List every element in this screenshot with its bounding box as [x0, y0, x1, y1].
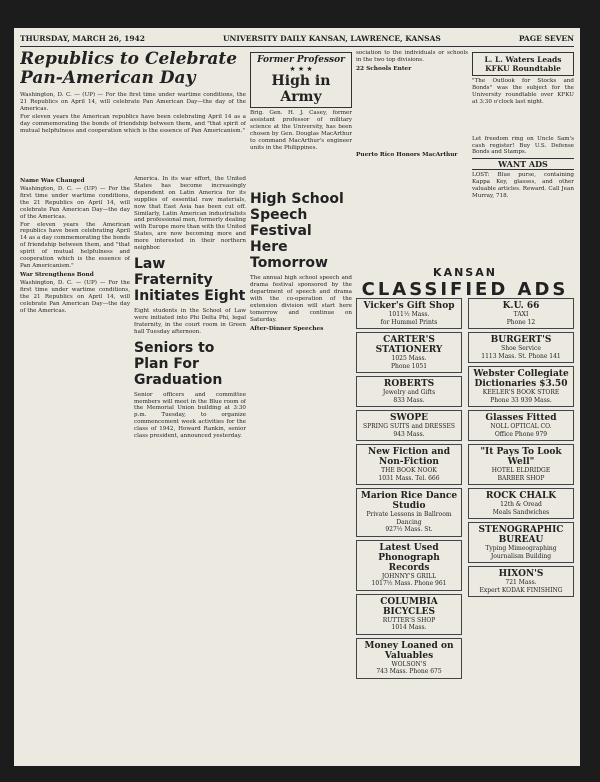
ad-box	[356, 488, 462, 537]
ad-name: SWOPE	[389, 413, 429, 423]
ad-line: 1025 Mass.	[391, 355, 427, 362]
ad-box	[356, 540, 462, 591]
ad-extra: 1031 Mass. Tel. 666	[378, 474, 440, 482]
feature-paragraph: Brig. Gen. H. J. Casey, former assistant professor of military science at the University, has been chosen by Gen. Douglas MacArthur to command MacArthur's engineer units in the Philippines.	[250, 110, 352, 151]
ad-line: JOHNNY'S GRILL	[381, 572, 437, 580]
ad-box	[356, 376, 462, 407]
ad-line: Jewelry and Gifts	[382, 389, 436, 396]
ad-line: Typing Mimeographing	[485, 545, 557, 552]
ad-line: 1011½ Mass.	[388, 311, 430, 318]
ad-box	[356, 444, 462, 485]
schools-subhead: 22 Schools Enter	[356, 65, 412, 72]
lead-paragraph: Washington, D. C. — (UP) — For the first time under wartime conditions, the 21 Republics on April 14, will celebrate Pan American Day—the day of the Americas.	[20, 186, 130, 220]
ad-extra: Phone 33 939 Mass.	[490, 396, 552, 404]
ad-extra: for Hummel Prints	[380, 318, 438, 326]
lead-continuation	[20, 176, 130, 762]
kfku-paragraph: "The Outlook for Stocks and Bonds" was the subject for the University roundtable over KFKU at 3:30 o'clock last night.	[472, 78, 574, 105]
ad-box	[468, 366, 574, 407]
ad-name: Vicker's Gift Shop	[363, 301, 455, 311]
puerto-rico-subhead: Puerto Rico Honors MacArthur	[356, 151, 458, 158]
ad-extra: Expert KODAK FINISHING	[479, 586, 563, 594]
ad-extra: 1017½ Mass. Phone 961	[371, 580, 447, 587]
ad-extra: 743 Mass. Phone 675	[376, 668, 442, 675]
ad-line: WOLSON'S	[391, 660, 427, 668]
ad-line: THE BOOK NOOK	[381, 467, 437, 474]
ads-left-column	[356, 298, 462, 682]
ad-extra: 1113 Mass. St. Phone 141	[481, 352, 561, 360]
ad-extra: BARBER SHOP	[497, 474, 545, 482]
newspaper-page	[14, 28, 580, 766]
seniors-headline: Seniors to Plan For Graduation	[134, 339, 223, 388]
ad-extra: Phone 1051	[390, 362, 428, 370]
ad-name: HIXON'S	[498, 569, 544, 579]
law-fraternity-headline: Law Fraternity Initiates Eight	[134, 255, 246, 304]
ad-box	[468, 332, 574, 363]
ad-extra: 1014 Mass.	[391, 624, 427, 631]
header-date: THURSDAY, MARCH 26, 1942	[20, 34, 145, 43]
speech-festival-paragraph: The annual high school speech and drama festival sponsored by the department of speech and drama with the co-operation of the extension division will start here tomorrow and continue on Saturday.	[250, 275, 352, 323]
ad-name: New Fiction and Non-Fiction	[367, 447, 451, 467]
want-ad-text: LOST: Blue purse, containing Kappa Key, glasses, and other valuable articles. Reward. Call Jean Murray, 718.	[472, 172, 574, 200]
ad-box	[356, 594, 462, 635]
feature-title: Former Professor	[257, 55, 345, 65]
ad-line: Private Lessons in Ballroom Dancing	[366, 511, 452, 526]
lead-headline: Republics to Celebrate Pan-American Day	[20, 50, 238, 88]
ad-box	[468, 488, 574, 519]
ad-box	[468, 522, 574, 563]
ad-box	[468, 298, 574, 329]
ad-line: TAXI	[513, 311, 529, 318]
ad-name: STENOGRAPHIC BUREAU	[478, 525, 564, 545]
seniors-paragraph: Senior officers and committee members will meet in the Blue room of the Memorial Union building at 3:30 p.m. Tuesday, to organize commencement week activities for the class of 1942, Howard Rankin, senior class president, announced yesterday.	[134, 391, 246, 440]
column-two	[250, 50, 352, 762]
ad-box	[356, 332, 462, 373]
ad-extra: 943 Mass.	[393, 430, 425, 438]
ad-line: Shoe Service	[501, 345, 541, 352]
ad-line: NOLL OPTICAL CO.	[490, 423, 552, 430]
ads-right-column	[468, 298, 574, 600]
ad-extra: Journalism Building	[490, 552, 552, 560]
ad-extra: 927½ Mass. St.	[385, 526, 433, 533]
classified-banner	[356, 266, 574, 300]
feature-box	[250, 52, 352, 108]
feature-stars: ★ ★ ★	[289, 65, 313, 73]
ad-name: "It Pays To Look Well"	[480, 447, 562, 467]
ad-extra: Office Phone 979	[494, 430, 548, 438]
kfku-headline: L. L. Waters Leads KFKU Roundtable	[472, 52, 574, 76]
defense-bonds-note: Let freedom ring on Uncle Sam's cash register! Buy U.S. Defense Bonds and Stamps.	[472, 135, 574, 156]
ad-line: SPRING SUITS and DRESSES	[362, 423, 456, 430]
page-header	[20, 34, 574, 47]
classified-line1: KANSAN	[433, 266, 497, 279]
speech-festival-headline: High School Speech Festival Here Tomorrow	[250, 191, 344, 272]
want-ads-title: WANT ADS	[472, 158, 574, 170]
ad-box	[356, 410, 462, 441]
feature-headline: High in Army	[271, 73, 331, 105]
ad-name: Webster Collegiate Dictionaries $3.50	[473, 369, 569, 389]
middle-column	[134, 176, 246, 762]
lead-paragraph: Washington, D. C. — (UP) — For the first time under wartime conditions, the 21 Republics on April 14, will celebrate Pan American Day—the day of the Americas.	[20, 92, 246, 112]
ad-line: HOTEL ELDRIDGE	[491, 467, 551, 474]
ad-line: 12th & Oread	[500, 501, 542, 508]
ad-name: ROCK CHALK	[485, 491, 557, 501]
continuation-paragraph: sociation to the individuals or schools in the two top divisions.	[356, 50, 468, 63]
lead-continuation-paragraph: America. In its war effort, the United States has become increasingly dependent on Latin America for its supplies of essential raw materials, now that East Asia has been cut off. Similarly, Latin American industrialists and professional men, formerly dealing with Europe more than with the United States, are now becoming more and more interested in their northern neighbor.	[134, 176, 246, 252]
lead-subhead: Name Was Changed	[20, 178, 85, 184]
ad-line: 721 Mass.	[505, 579, 537, 586]
header-paper-name: UNIVERSITY DAILY KANSAN, LAWRENCE, KANSAS	[222, 34, 441, 43]
ad-name: Latest Used Phonograph Records	[378, 542, 440, 573]
ad-extra: Phone 12	[506, 318, 536, 326]
ad-name: COLUMBIA BICYCLES	[380, 596, 438, 617]
ad-box	[468, 410, 574, 441]
ad-box	[356, 298, 462, 329]
lead-paragraph: For eleven years the American republics have been celebrating April 14 as a day commemorating the bonds of friendship between them, and "that spirit of mutual helpfulness and cooperation which is the essence of Pan Americanism."	[20, 113, 246, 134]
ad-name: K.U. 66	[502, 301, 540, 311]
column-three-top	[356, 50, 468, 260]
ad-box	[356, 638, 462, 679]
speech-festival-subhead: After-Dinner Speeches	[250, 325, 324, 332]
ad-extra: Meals Sandwiches	[492, 508, 550, 516]
ad-box	[468, 566, 574, 597]
ad-name: Money Loaned on Valuables	[364, 640, 454, 661]
ad-name: CARTER'S STATIONERY	[375, 335, 443, 355]
law-fraternity-paragraph: Eight students in the School of Law were initiated into Phi Delta Phi, legal fraternity, in the court room in Green hall Tuesday afternoon.	[134, 307, 246, 335]
ad-line: RUTTER'S SHOP	[382, 616, 436, 624]
lead-paragraph: Washington, D. C. — (UP) — For the first time under wartime conditions, the 21 Republics on April 14, will celebrate Pan American Day—the day of the Americas.	[20, 279, 130, 314]
ad-name: Glasses Fitted	[485, 413, 557, 423]
ad-box	[468, 444, 574, 485]
lead-paragraph: For eleven years the American republics have been celebrating April 14 as a day commemorating the bonds of friendship between them, and "that spirit of mutual helpfulness and cooperation which is the essence of Pan Americanism."	[20, 221, 130, 269]
ad-line: KEELER'S BOOK STORE	[482, 389, 560, 396]
header-page-number: PAGE SEVEN	[518, 34, 574, 43]
lead-subhead: War Strengthens Bond	[20, 271, 94, 278]
classified-line2: CLASSIFIED ADS	[361, 279, 569, 300]
ad-extra: 833 Mass.	[393, 396, 425, 404]
column-four-top	[472, 50, 574, 260]
ad-name: BURGERT'S	[490, 335, 552, 345]
ad-name: ROBERTS	[383, 379, 435, 389]
ad-name: Marion Rice Dance Studio	[360, 491, 458, 511]
